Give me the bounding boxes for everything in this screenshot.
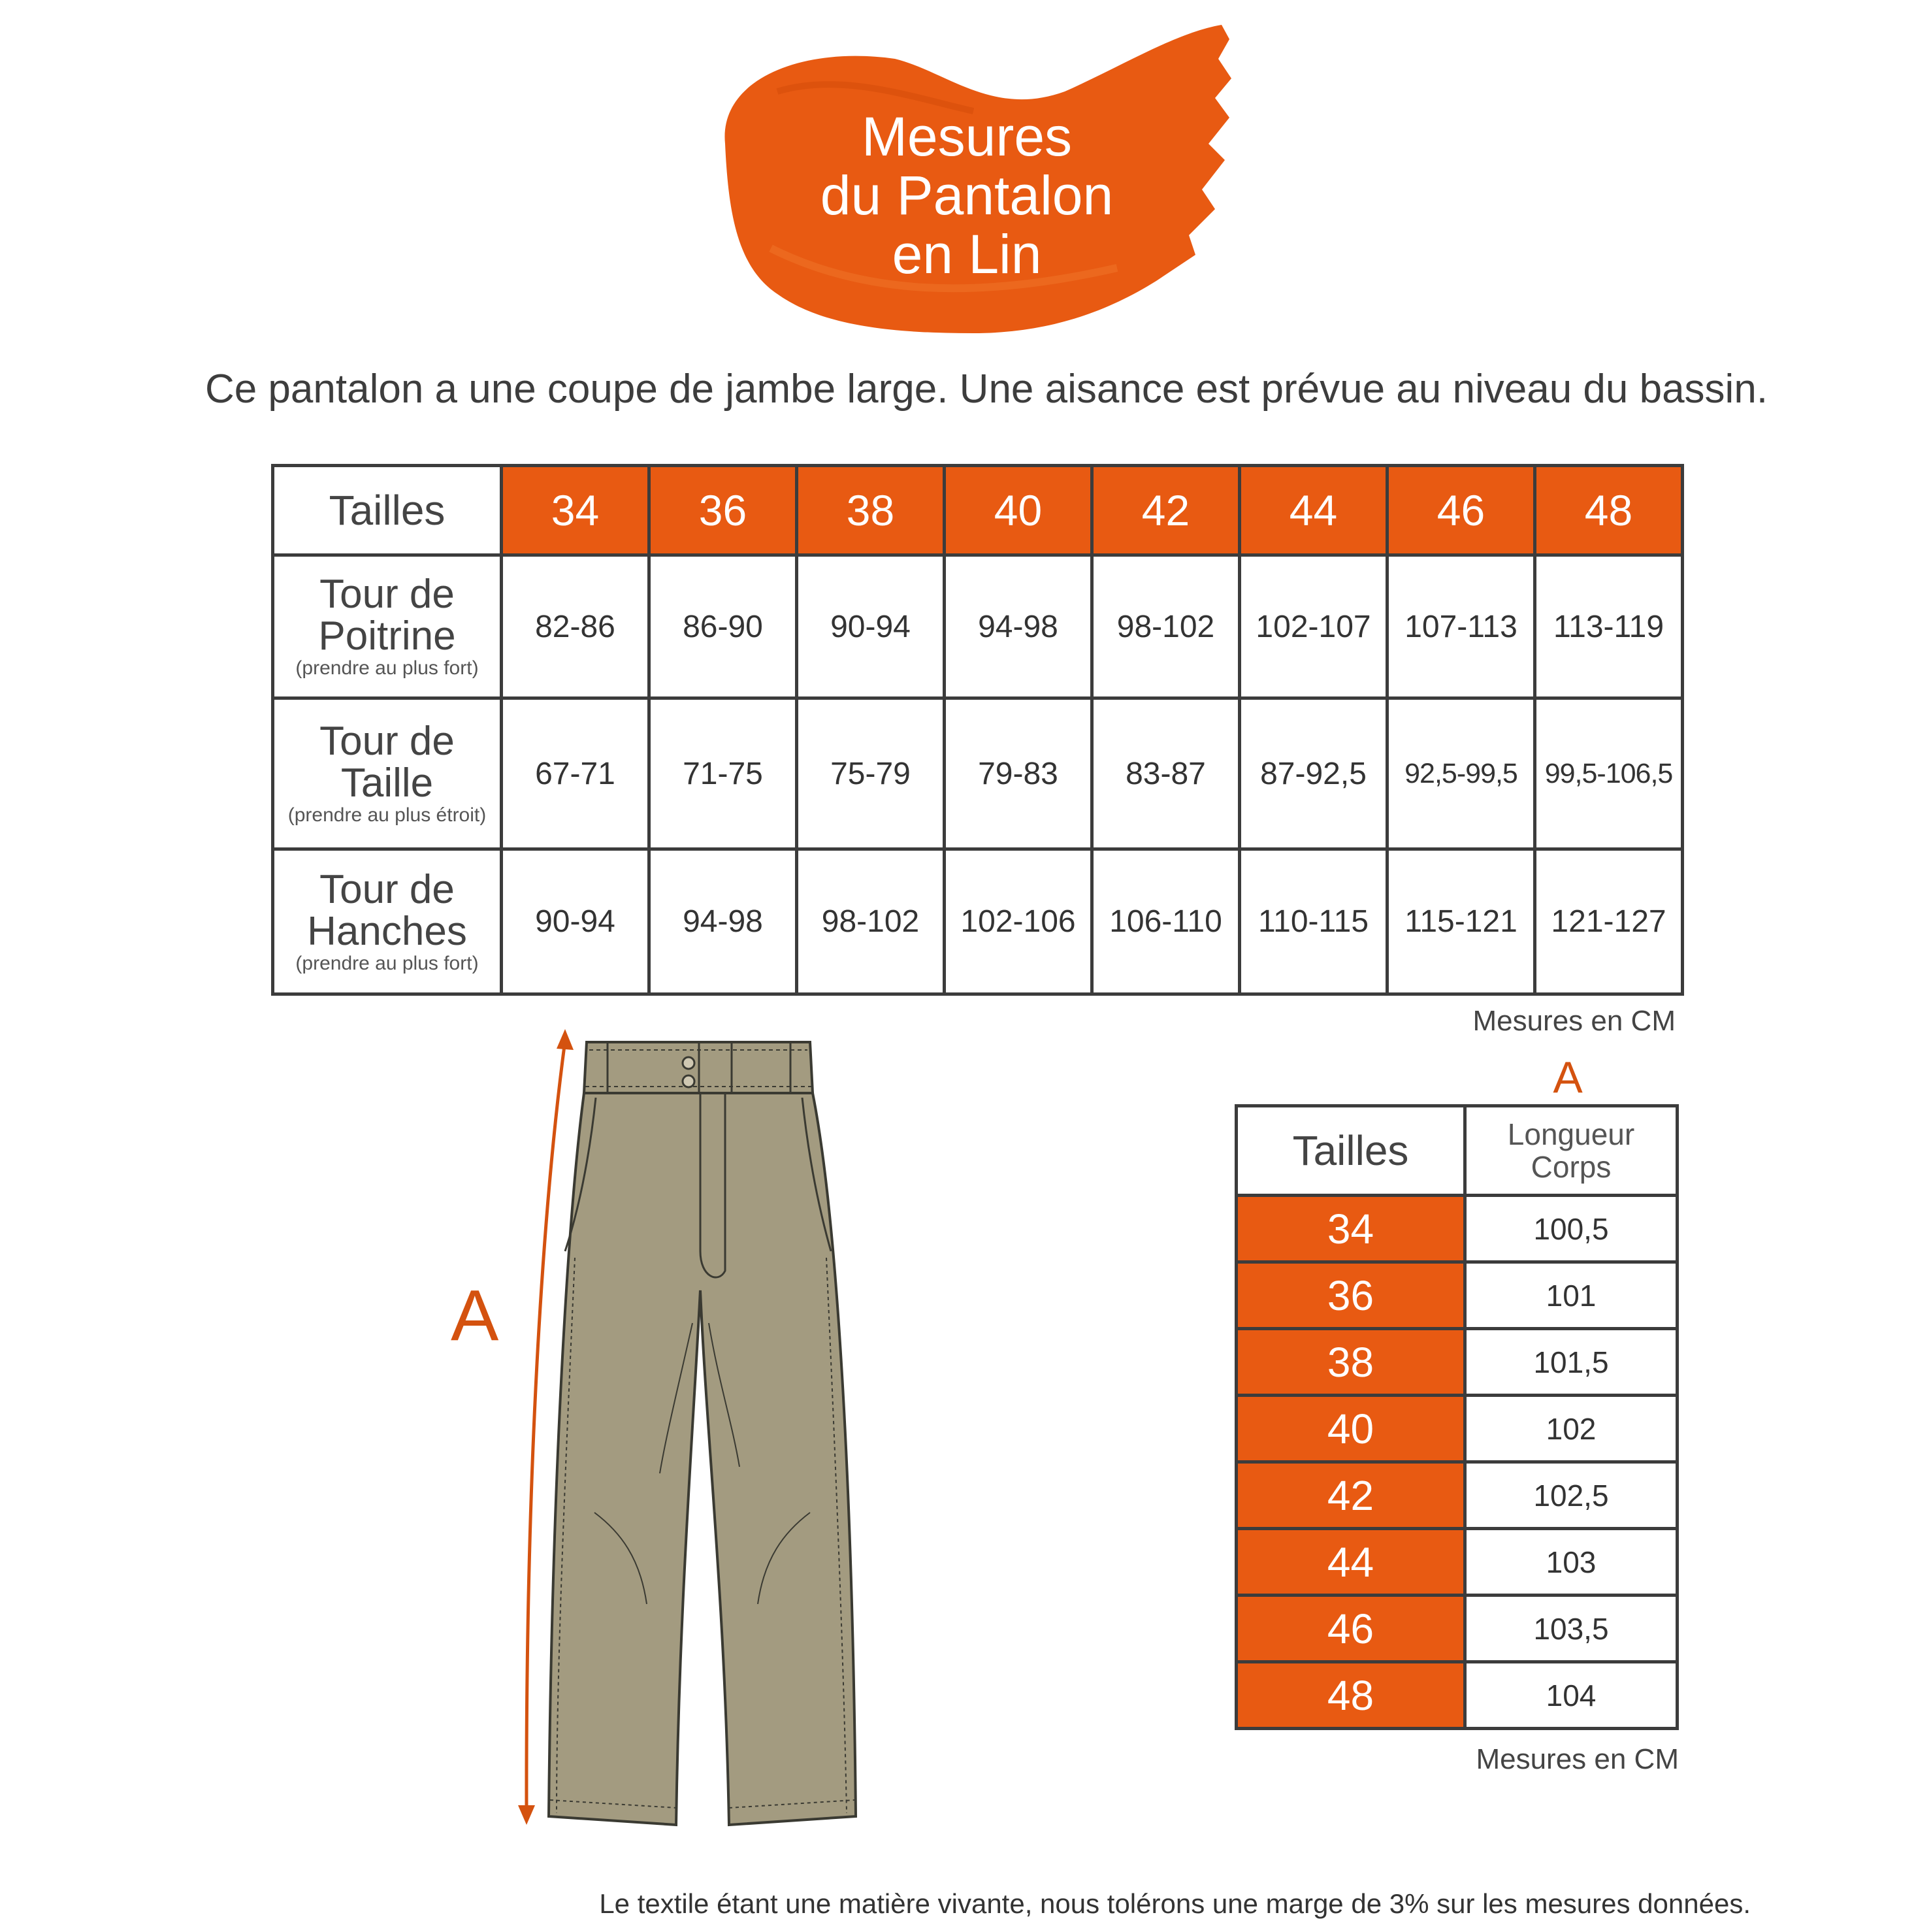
row-label-bottom: Hanches [307, 908, 467, 954]
length-value-cell: 101,5 [1465, 1329, 1678, 1396]
intro-text: Ce pantalon a une coupe de jambe large. Une aisance est prévue au niveau du bassin. [204, 367, 1768, 412]
table-cell: 75-79 [797, 698, 945, 849]
row-label-hips [273, 849, 502, 994]
length-size-cell: 46 [1237, 1596, 1465, 1662]
table-cell: 90-94 [797, 555, 945, 698]
table-row [1237, 1662, 1678, 1729]
length-header-top: Longueur [1507, 1117, 1635, 1151]
size-header-cell: 44 [1240, 466, 1387, 555]
table-row [1237, 1529, 1678, 1596]
table-cell: 106-110 [1092, 849, 1240, 994]
length-size-cell: 48 [1237, 1662, 1465, 1729]
table-cell: 90-94 [502, 849, 649, 994]
length-value-cell: 102,5 [1465, 1462, 1678, 1529]
table-cell: 102-106 [945, 849, 1092, 994]
length-value-cell: 100,5 [1465, 1196, 1678, 1262]
row-label-bottom: Taille [340, 761, 434, 806]
length-size-cell: 38 [1237, 1329, 1465, 1396]
table-row-hips [273, 849, 1683, 994]
row-label-waist [273, 698, 502, 849]
length-size-cell: 34 [1237, 1196, 1465, 1262]
row-label-top: Tour de [319, 572, 455, 617]
row-label-top: Tour de [319, 866, 455, 912]
length-size-cell: 40 [1237, 1396, 1465, 1462]
table-cell: 82-86 [502, 555, 649, 698]
length-sizes-header: Tailles [1237, 1106, 1465, 1196]
table-cell: 87-92,5 [1240, 698, 1387, 849]
row-label-note: (prendre au plus fort) [295, 657, 479, 679]
size-header-cell: 42 [1092, 466, 1240, 555]
size-chart-table [271, 464, 1684, 996]
table-cell: 71-75 [649, 698, 797, 849]
row-label-top: Tour de [319, 719, 455, 764]
row-label-note: (prendre au plus fort) [295, 952, 479, 974]
length-value-cell: 101 [1465, 1262, 1678, 1329]
table-cell: 121-127 [1535, 849, 1683, 994]
size-header-cell: 38 [797, 466, 945, 555]
measurement-marker-a: A [451, 1275, 499, 1356]
table-cell: 113-119 [1535, 555, 1683, 698]
row-label-chest [273, 555, 502, 698]
table-row [1237, 1329, 1678, 1396]
table-cell: 98-102 [1092, 555, 1240, 698]
length-value-cell: 102 [1465, 1396, 1678, 1462]
size-header-cell: 36 [649, 466, 797, 555]
length-header-bottom: Corps [1531, 1150, 1612, 1184]
length-value-cell: 104 [1465, 1662, 1678, 1729]
length-size-cell: 44 [1237, 1529, 1465, 1596]
size-header-cell: 48 [1535, 466, 1683, 555]
length-column-marker: A [1553, 1053, 1583, 1102]
table-cell: 94-98 [649, 849, 797, 994]
title-line-3: en Lin [892, 223, 1042, 285]
pants-illustration [444, 1016, 888, 1839]
length-value-cell: 103,5 [1465, 1596, 1678, 1662]
footer-note: Le textile étant une matière vivante, nous tolérons une marge de 3% sur les mesures données. [599, 1888, 1751, 1919]
table-cell: 99,5-106,5 [1535, 698, 1683, 849]
table-cell: 115-121 [1387, 849, 1535, 994]
units-note: Mesures en CM [1476, 1743, 1679, 1775]
table-cell: 107-113 [1387, 555, 1535, 698]
table-cell: 94-98 [945, 555, 1092, 698]
title-line-2: du Pantalon [820, 165, 1114, 226]
table-row-waist [273, 698, 1683, 849]
length-size-cell: 42 [1237, 1462, 1465, 1529]
length-value-cell: 103 [1465, 1529, 1678, 1596]
table-row [1237, 1196, 1678, 1262]
table-row [1237, 1262, 1678, 1329]
sizes-header-label: Tailles [273, 466, 502, 555]
table-cell: 98-102 [797, 849, 945, 994]
length-column-header [1465, 1106, 1678, 1196]
units-note: Mesures en CM [1472, 1005, 1676, 1037]
row-label-bottom: Poitrine [318, 614, 456, 659]
table-row [1237, 1396, 1678, 1462]
table-row [1237, 1462, 1678, 1529]
table-cell: 110-115 [1240, 849, 1387, 994]
size-header-row [273, 466, 1683, 555]
page-title [745, 108, 1189, 291]
length-header-row [1237, 1106, 1678, 1196]
title-line-1: Mesures [861, 106, 1073, 167]
size-header-cell: 46 [1387, 466, 1535, 555]
table-cell: 79-83 [945, 698, 1092, 849]
row-label-note: (prendre au plus étroit) [287, 804, 487, 826]
length-table [1235, 1104, 1679, 1730]
size-header-cell: 34 [502, 466, 649, 555]
table-cell: 86-90 [649, 555, 797, 698]
table-row-chest [273, 555, 1683, 698]
table-row [1237, 1596, 1678, 1662]
table-cell: 102-107 [1240, 555, 1387, 698]
table-cell: 83-87 [1092, 698, 1240, 849]
size-header-cell: 40 [945, 466, 1092, 555]
table-cell: 92,5-99,5 [1387, 698, 1535, 849]
length-size-cell: 36 [1237, 1262, 1465, 1329]
table-cell: 67-71 [502, 698, 649, 849]
